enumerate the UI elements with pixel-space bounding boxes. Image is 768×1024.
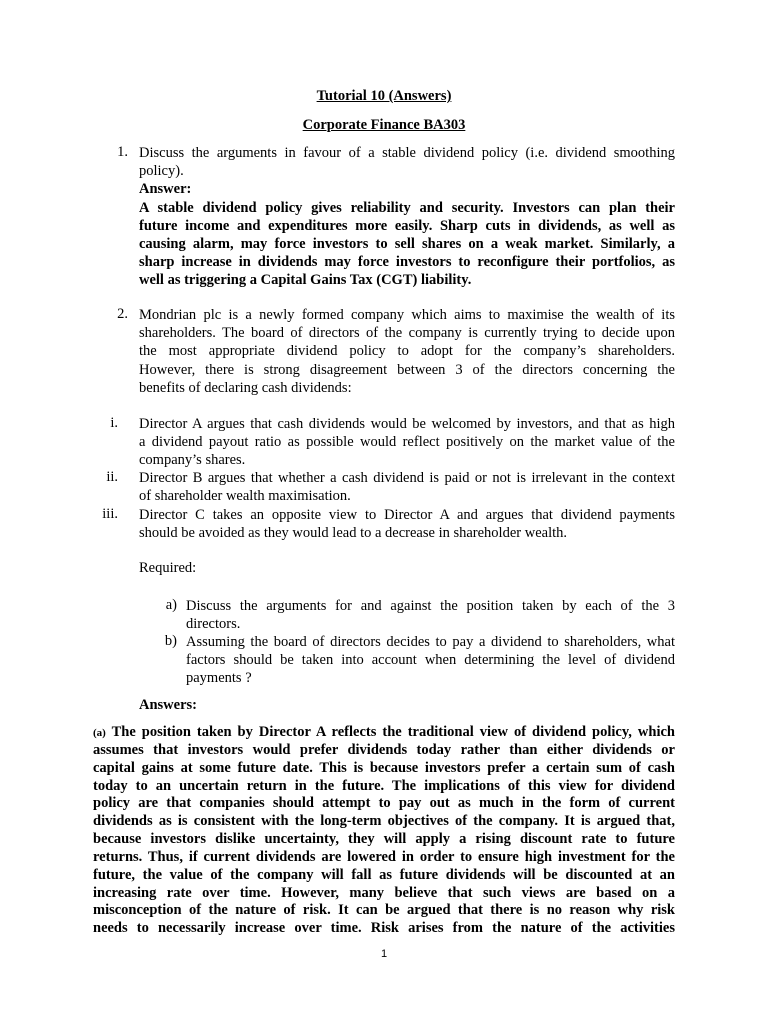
- item-iii-text: [139, 506, 675, 542]
- text-line: capital gains at some future date. This is because investors prefer a certain sum of cash: [93, 759, 675, 776]
- text-line: assumes that investors would prefer dividends today rather than either dividends or: [93, 741, 675, 758]
- item-i-text: [139, 415, 675, 470]
- text-line: Director B argues that whether a cash dividend is paid or not is irrelevant in the context: [139, 470, 675, 486]
- text-line: [93, 724, 675, 742]
- text-line: returns. Thus, if current dividends are lowered in order to ensure high investment for the: [93, 848, 675, 865]
- answer-a-first-line: The position taken by Director A reflects the traditional view of dividend policy, which: [111, 724, 675, 740]
- text-line: Assuming the board of directors decides to pay a dividend to shareholders, what: [186, 634, 675, 650]
- part-a-number: a): [165, 597, 177, 613]
- part-b-text: [186, 633, 675, 688]
- text-line: However, there is strong disagreement between 3 of the directors concerning the: [139, 361, 675, 378]
- answer-a-prefix: (a): [93, 727, 106, 739]
- text-line: company’s shares.: [139, 452, 246, 469]
- text-line: Mondrian plc is a newly formed company which aims to maximise the wealth of its: [139, 307, 675, 323]
- text-line: Discuss the arguments for and against the position taken by each of the 3: [186, 598, 675, 614]
- text-line: because investors dislike uncertainty, they will apply a rising discount rate to future: [93, 831, 675, 848]
- question-1-text: [139, 144, 675, 290]
- text-line: dividends as is consistent with the long-term objectives of the company. It is argued that,: [93, 813, 675, 830]
- answer-label: Answer:: [139, 181, 192, 198]
- item-ii-number: ii.: [106, 469, 118, 485]
- answer-line: future income and expenditures more easily. Sharp cuts in dividends, as well as: [139, 217, 675, 234]
- answer-line: causing alarm, may force investors to sell shares on a weak market. Similarly, a: [139, 235, 675, 252]
- question-2-number: 2.: [117, 306, 128, 322]
- part-a-text: [186, 597, 675, 633]
- text-line: benefits of declaring cash dividends:: [139, 379, 352, 396]
- question-1-number: 1.: [117, 144, 128, 160]
- answers-label: Answers:: [139, 697, 197, 713]
- text-line: future, the value of the company will fall as future dividends will be discounted at an: [93, 866, 675, 883]
- answer-line: sharp increase in dividends may force investors to reconfigure their portfolios, as: [139, 254, 675, 271]
- course-title: Corporate Finance BA303: [302, 117, 466, 133]
- text-line: the most appropriate dividend policy to adopt for the company’s shareholders.: [139, 343, 675, 360]
- question-2-text: [139, 306, 675, 397]
- text-line: of shareholder wealth maximisation.: [139, 488, 351, 505]
- text-line: Director C takes an opposite view to Director A and argues that dividend payments: [139, 507, 675, 523]
- required-label: Required:: [139, 560, 197, 576]
- text-line: directors.: [186, 616, 241, 633]
- text-line: a dividend payout ratio as possible would reflect positively on the market value of the: [139, 434, 675, 451]
- text-line: policy are that companies should attempt to pay out as much in the form of current: [93, 795, 675, 812]
- text-line: shareholders. The board of directors of the company is currently trying to decide upon: [139, 325, 675, 342]
- text-line: increasing rate over time. However, many believe that such views are based on a: [93, 884, 675, 901]
- answer-line: well as triggering a Capital Gains Tax (CGT) liability.: [139, 272, 472, 289]
- text-line: Director A argues that cash dividends would be welcomed by investors, and that as high: [139, 416, 675, 432]
- text-line: needs to necessarily increase over time. Risk arises from the nature of the activities: [93, 920, 675, 937]
- answer-a-paragraph: [93, 724, 675, 938]
- page-number: 1: [380, 948, 388, 960]
- item-ii-text: [139, 469, 675, 505]
- part-b-number: b): [164, 633, 177, 649]
- text-line: payments ?: [186, 670, 252, 687]
- text-line: misconception of the nature of risk. It can be argued that there is no reason why risk: [93, 902, 675, 919]
- document-title: Tutorial 10 (Answers): [316, 88, 452, 104]
- text-line: today to an uncertain return in the future. The implications of this view for dividend: [93, 777, 675, 794]
- item-iii-number: iii.: [102, 506, 118, 522]
- text-line: should be avoided as they would lead to a decrease in shareholder wealth.: [139, 525, 568, 542]
- text-line: Discuss the arguments in favour of a stable dividend policy (i.e. dividend smoothing: [139, 145, 675, 161]
- item-i-number: i.: [110, 415, 118, 431]
- text-line: factors should be taken into account when determining the level of dividend: [186, 652, 675, 669]
- text-line: policy).: [139, 163, 184, 180]
- answer-line: A stable dividend policy gives reliability and security. Investors can plan their: [139, 199, 675, 216]
